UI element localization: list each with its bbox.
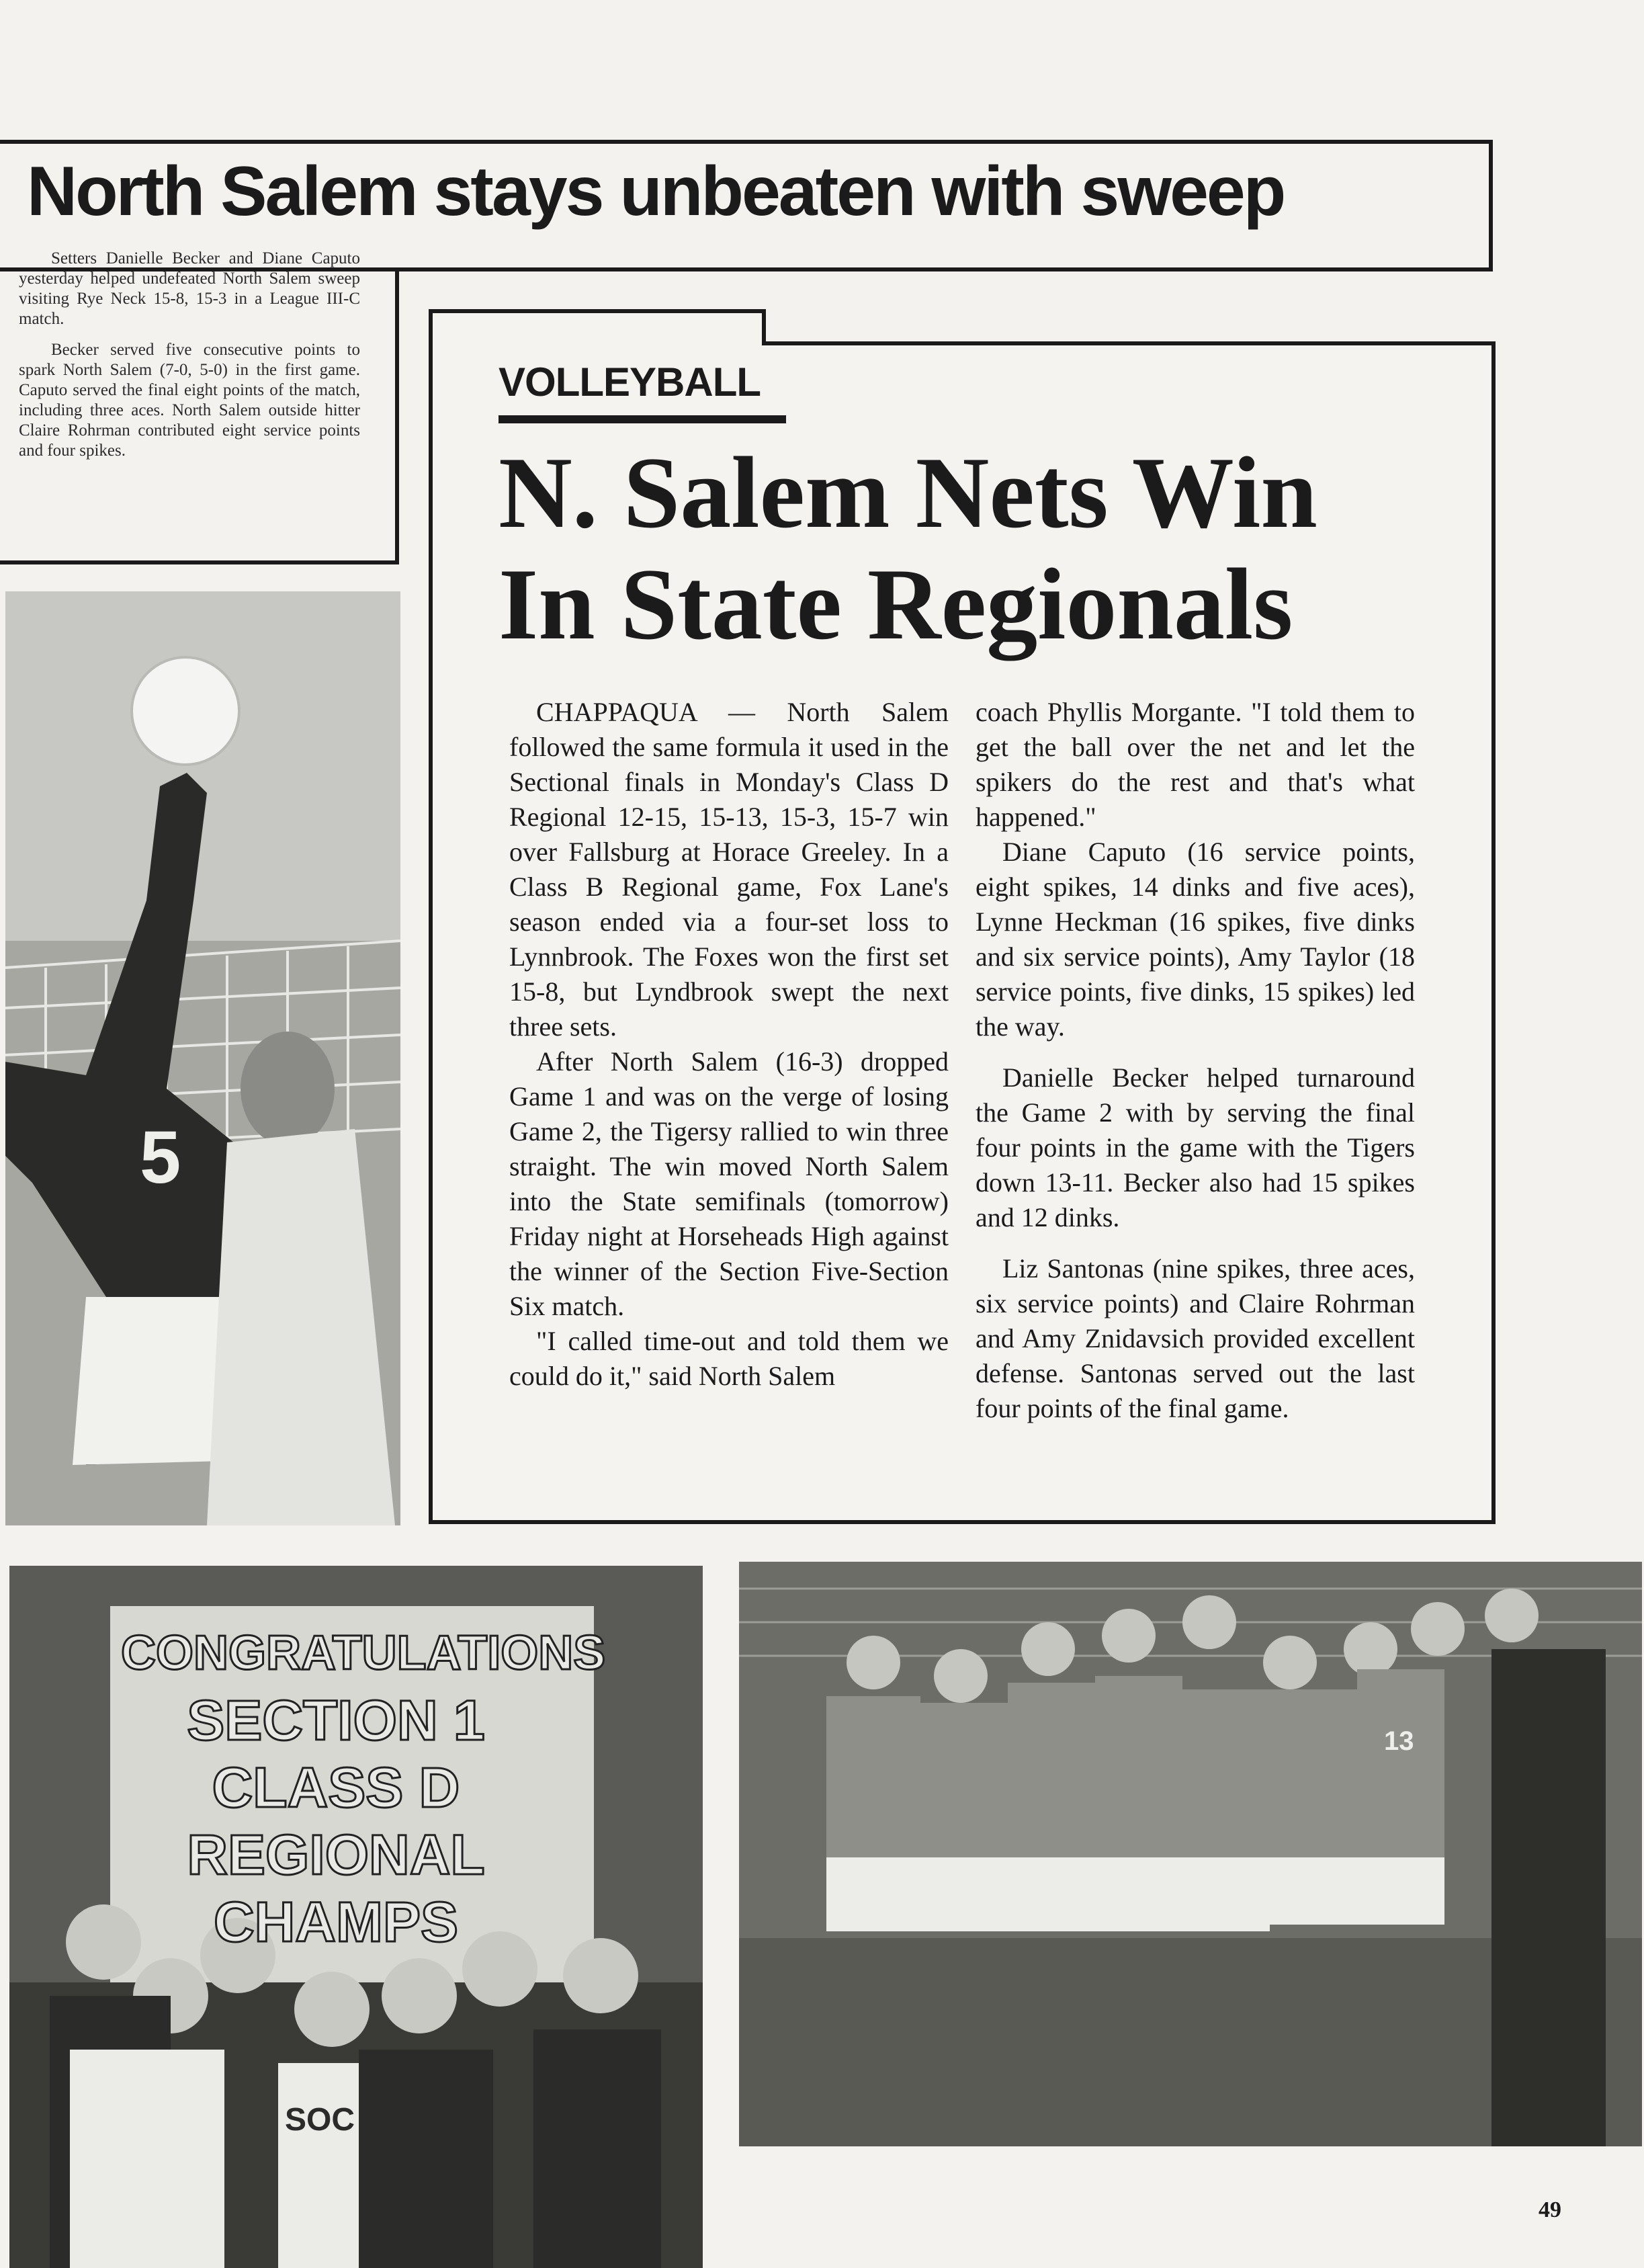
article-paragraph: coach Phyllis Morgante. "I told them to get the ball over the net and let the spikers do the rest and that's what happened." xyxy=(976,697,1415,832)
photo-spike-illustration xyxy=(5,591,400,1525)
article-headline-line2: In State Regionals xyxy=(499,548,1293,661)
article-paragraph: Danielle Becker helped turnaround the Game 2 with by serving the final four points in the game with the Tigers down 13-11. Becker also had 15 spikes and 12 dinks. xyxy=(976,1062,1415,1232)
shirt-text: SOC xyxy=(285,2102,355,2138)
banner-line: CONGRATULATIONS xyxy=(121,1626,606,1680)
volleyball-icon xyxy=(132,657,239,765)
article-paragraph: Liz Santonas (nine spikes, three aces, six service points) and Claire Rohrman and Amy Znidavsich provided excellent defense. Santonas served out the last four points of the final game. xyxy=(976,1253,1415,1423)
article-headline-line1: N. Salem Nets Win xyxy=(499,436,1317,549)
article-paragraph: "I called time-out and told them we could do it," said North Salem xyxy=(509,1326,949,1391)
kicker-rule xyxy=(499,415,786,423)
article-column-1 xyxy=(509,695,949,1394)
article-kicker: VOLLEYBALL xyxy=(499,360,761,405)
article-box-tab xyxy=(429,309,766,345)
page-number: 49 xyxy=(1539,2197,1561,2222)
brief-paragraph: Setters Danielle Becker and Diane Caputo yesterday helped undefeated North Salem sweep visiting Rye Neck 15-8, 15-3 in a League III-C match. xyxy=(19,249,360,328)
top-headline: North Salem stays unbeaten with sweep xyxy=(27,153,1285,230)
article-headline xyxy=(499,437,1453,660)
article-paragraph: After North Salem (16-3) dropped Game 1 and was on the verge of losing Game 2, the Tigersy rallied to win three straight. The win moved North Salem into the State semifinals (tomorrow) Friday night at Horseheads High against the winner of the Section Five-Section Six match. xyxy=(509,1046,949,1321)
banner-sign xyxy=(121,1620,606,1956)
banner-line: REGIONAL xyxy=(187,1823,485,1886)
banner-line: CHAMPS xyxy=(213,1890,458,1954)
banner-line: SECTION 1 xyxy=(187,1689,485,1752)
brief-article xyxy=(19,249,360,472)
article-paragraph: CHAPPAQUA — North Salem followed the same formula it used in the Sectional finals in Monday's Class D Regional 12-15, 15-13, 15-3, 15-7 win over Fallsburg at Horace Greeley. In a Class B Regional game, Fox Lane's season ended via a four-set loss to Lynnbrook. The Foxes won the first set 15-8, but Lyndbrook swept the next three sets. xyxy=(509,697,949,1042)
jersey-number: 5 xyxy=(140,1116,181,1199)
jersey-number: 13 xyxy=(1384,1726,1414,1756)
banner-line: CLASS D xyxy=(212,1756,460,1819)
brief-paragraph: Becker served five consecutive points to spark North Salem (7-0, 5-0) in the first game. Caputo served the final eight points of the match, including three aces. North Salem outside hitter Claire Rohrman contributed eight service points and four spikes. xyxy=(19,341,360,460)
photo-team-coach xyxy=(739,1562,1642,2146)
article-column-2 xyxy=(976,695,1415,1426)
photo-team-coach-illustration xyxy=(739,1562,1642,2146)
article-paragraph: Diane Caputo (16 service points, eight spikes, 14 dinks and five aces), Lynne Heckman (16 spikes, five dinks and six service points), Amy Taylor (18 service points, five dinks, 15 spikes) led the way. xyxy=(976,837,1415,1042)
photo-spike xyxy=(5,591,400,1525)
